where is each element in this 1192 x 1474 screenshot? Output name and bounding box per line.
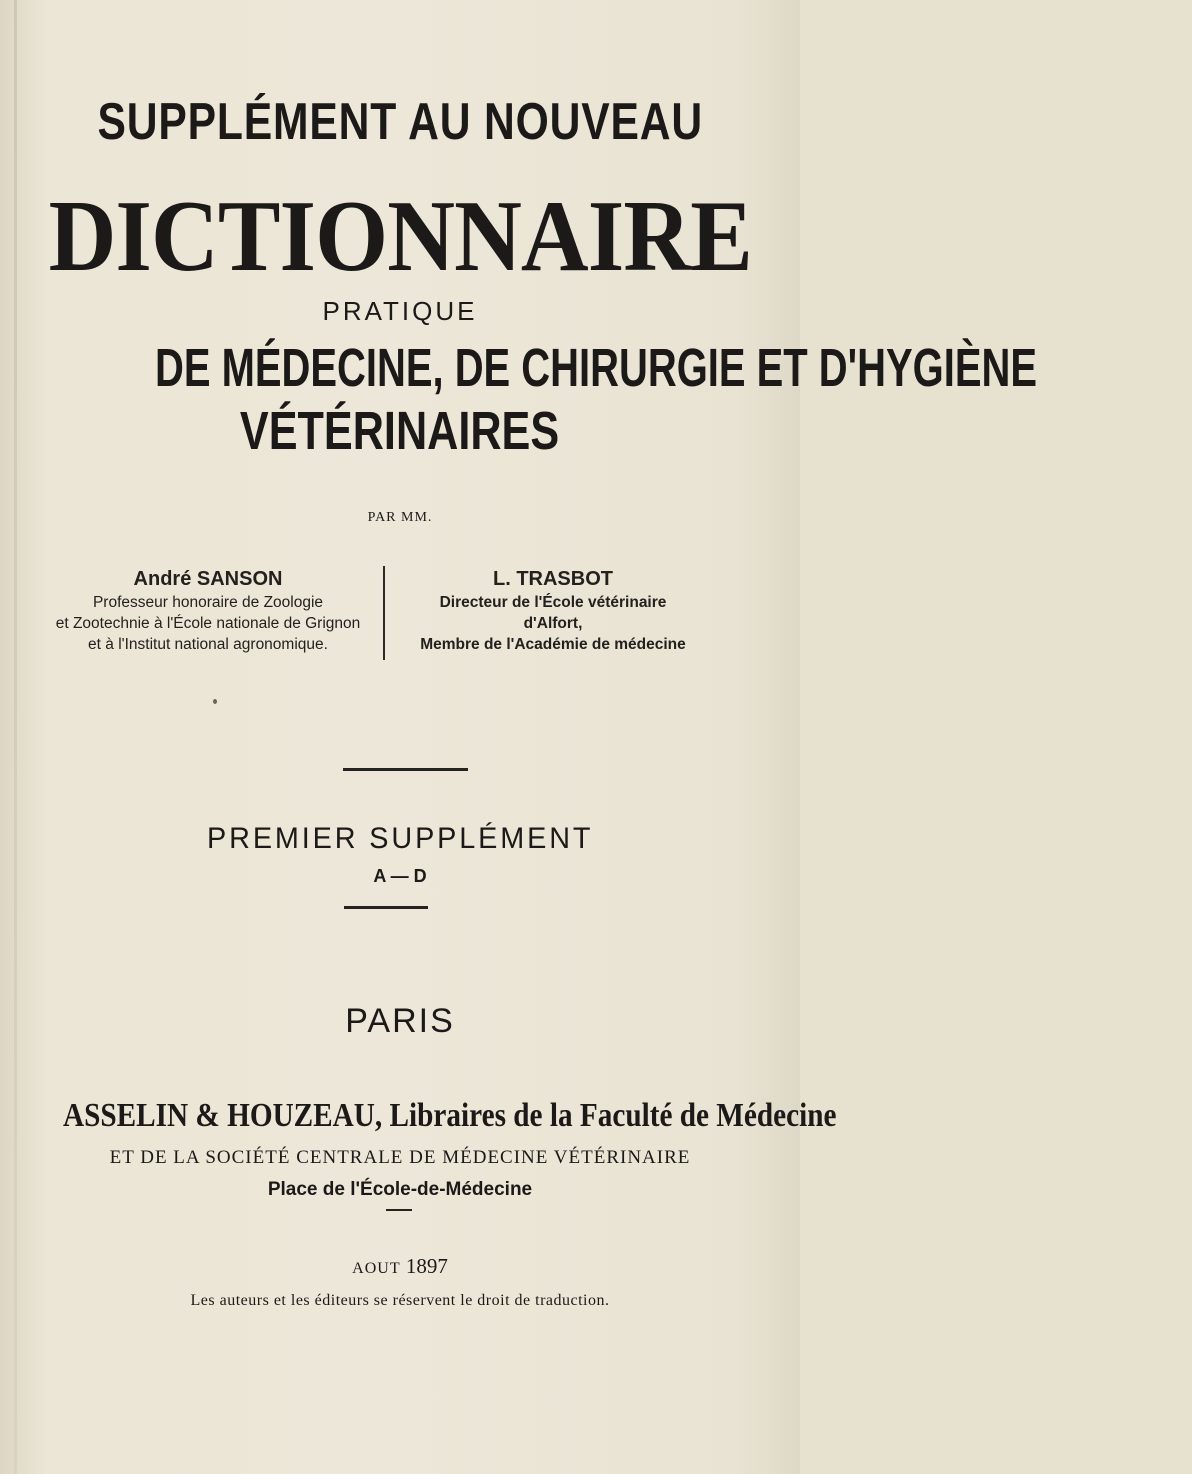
short-rule: [386, 1209, 412, 1211]
ornamental-rule: [344, 906, 428, 909]
ink-speck: [213, 699, 217, 704]
author-sanson: [40, 566, 376, 655]
author-trasbot: [388, 566, 718, 655]
title-line-pratique: PRATIQUE: [322, 296, 478, 326]
title-line-veterinaires-text: VÉTÉRINAIRES: [240, 401, 560, 461]
author-credential: d'Alfort,: [523, 615, 583, 632]
publication-month: AOUT: [352, 1260, 401, 1277]
imprint-publisher: [0, 1097, 837, 1135]
author-credential: et Zootechnie à l'École nationale de Grignon: [55, 615, 361, 632]
author-name: André SANSON: [133, 568, 283, 590]
title-line-medecine: [0, 337, 1038, 399]
ornamental-rule: [343, 768, 468, 771]
publication-year: 1897: [405, 1254, 448, 1278]
author-credential: et à l'Institut national agronomique.: [88, 636, 328, 653]
author-divider: [383, 566, 385, 660]
publication-date: [0, 1254, 800, 1279]
author-credential: Directeur de l'École vétérinaire: [439, 594, 667, 611]
supplement-title-text: PREMIER SUPPLÉMENT: [206, 822, 594, 855]
imprint-city: PARIS: [345, 1002, 455, 1040]
author-credential: Membre de l'Académie de médecine: [420, 636, 686, 653]
author-name: L. TRASBOT: [493, 568, 613, 590]
rights-notice: Les auteurs et les éditeurs se réservent le droit de traduction.: [190, 1292, 610, 1309]
title-line-dictionnaire: [0, 178, 800, 295]
imprint-address: Place de l'École-de-Médecine: [267, 1179, 533, 1200]
title-line-supplement: [0, 92, 800, 152]
supplement-range: A — D: [373, 866, 427, 886]
title-line-medecine-text: DE MÉDECINE, DE CHIRURGIE ET D'HYGIÈNE: [154, 338, 1038, 398]
imprint-society: ET DE LA SOCIÉTÉ CENTRALE DE MÉDECINE VÉTÉRINAIRE: [109, 1147, 691, 1168]
title-line-dictionnaire-text: DICTIONNAIRE: [48, 180, 752, 293]
author-credential: Professeur honoraire de Zoologie: [92, 594, 324, 611]
title-line-veterinaires: [0, 400, 800, 462]
by-line: PAR MM.: [367, 510, 433, 525]
supplement-title: [0, 822, 800, 856]
title-line-supplement-text: SUPPLÉMENT AU NOUVEAU: [97, 93, 703, 151]
imprint-publisher-text: ASSELIN & HOUZEAU, Libraires de la Faculté de Médecine: [62, 1097, 837, 1134]
